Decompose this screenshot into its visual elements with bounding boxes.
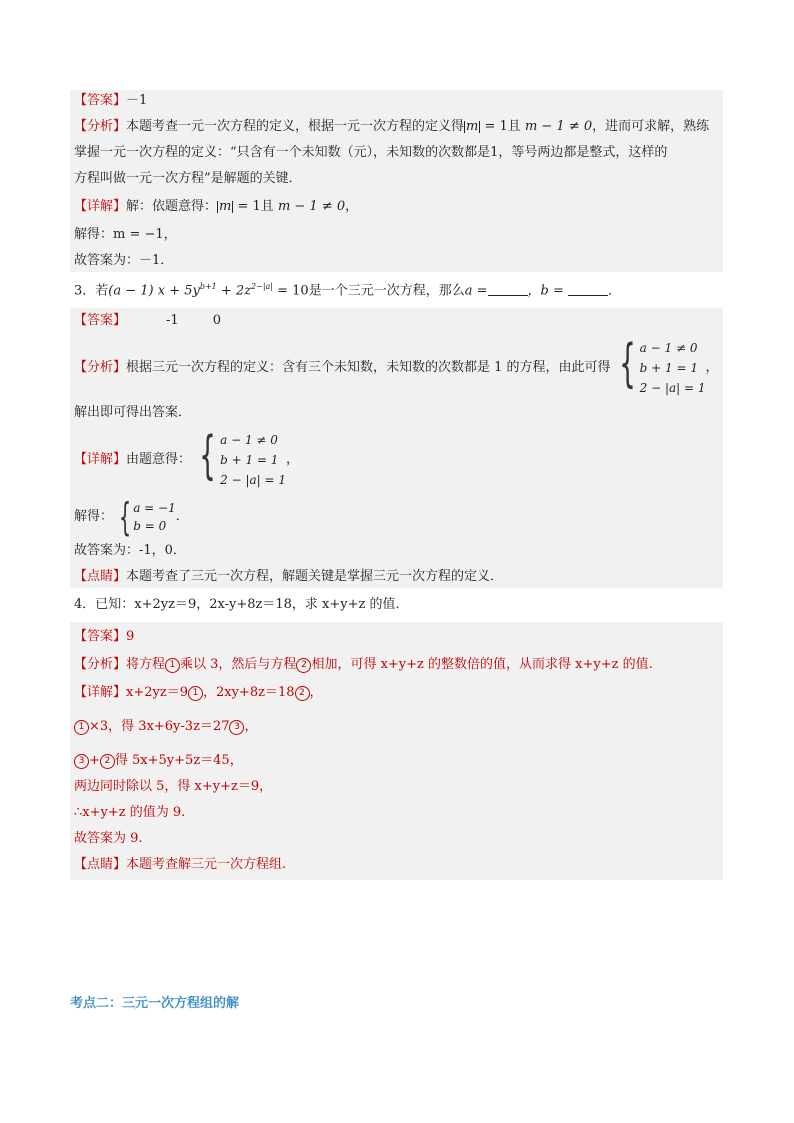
answer-value: －1: [126, 93, 148, 108]
analysis-tag: 【分析】: [74, 119, 127, 134]
punct: ，: [244, 719, 258, 735]
equation-system: [611, 334, 706, 398]
section-heading: 考点二：三元一次方程组的解: [70, 996, 240, 1011]
analysis-line-3: [70, 164, 723, 190]
analysis-line-1: [70, 332, 723, 400]
solve-line: [70, 218, 723, 246]
detail-tag: 【详解】: [74, 199, 127, 214]
system-row: 2 − |a| = 1: [220, 473, 287, 488]
answer-line: [70, 308, 723, 332]
eq-text: = 1且: [484, 119, 521, 134]
final-text: 故答案为：－1．: [74, 253, 174, 268]
solve-text: 解得：m = −1，: [74, 227, 177, 242]
page-content: [70, 90, 723, 880]
final-line: [70, 538, 723, 562]
analysis-text: 将方程: [126, 657, 166, 673]
plus-sign: +: [89, 753, 100, 769]
step-line-1: [70, 704, 723, 738]
brace-symbol: {: [618, 334, 636, 395]
circled-two-icon: 2: [100, 754, 115, 769]
analysis-text: 根据三元一次方程的定义：含有三个未知数，未知数的次数都是 1 的方程，由此可得: [126, 360, 611, 376]
note-tag: 【点睛】: [74, 569, 127, 585]
detail-text: 由题意得：: [126, 452, 192, 468]
answer-block-2: [70, 90, 723, 272]
equation: (a − 1) x + 5y: [108, 283, 200, 299]
analysis-tag: 【分析】: [74, 360, 127, 376]
b-label: ，b =: [527, 283, 564, 299]
detail-eq-1: x+2yz＝9: [126, 685, 188, 701]
punct: ，: [705, 360, 719, 376]
step-line-3: [70, 772, 723, 798]
final-text: 故答案为 9.: [74, 831, 143, 847]
punct: ，: [309, 685, 323, 701]
question-text: 4．已知：x+2yz＝9，2x-y+8z＝18，求 x+y+z 的值．: [74, 597, 409, 613]
detail-eq-2: ，2xy+8z＝18: [202, 685, 295, 701]
analysis-text-2: ，进而可求解，熟练: [592, 119, 710, 134]
condition: m − 1 ≠ 0: [277, 199, 346, 214]
note-line: [70, 562, 723, 588]
final-line: [70, 824, 723, 850]
blank-a[interactable]: [488, 283, 528, 296]
punct: ，: [286, 452, 300, 468]
step-line-4: [70, 798, 723, 824]
solve-text: 解得：: [74, 509, 114, 525]
step-text: 得 5x+5y+5z＝45，: [114, 753, 243, 769]
analysis-text-4: 方程叫做一元一次方程”是解题的关键．: [74, 171, 302, 186]
detail-tag: 【详解】: [74, 452, 127, 468]
answer-tag: 【答案】: [74, 313, 127, 329]
circled-one-icon: 1: [165, 658, 180, 673]
final-text: 故答案为：-1，0．: [74, 543, 186, 559]
analysis-line: [70, 648, 723, 676]
detail-text: 解：依题意得：: [126, 199, 218, 214]
note-line: [70, 850, 723, 880]
circled-two-icon: 2: [296, 658, 311, 673]
question-3: [70, 272, 723, 304]
analysis-text-3: 相加，可得 x+y+z 的整数倍的值，从而求得 x+y+z 的值.: [311, 657, 653, 673]
system-row: a = −1: [133, 501, 176, 516]
answer-value-b: 0: [212, 313, 221, 329]
analysis-line-2: [70, 400, 723, 424]
abs-m: m: [219, 199, 232, 214]
note-text: 本题考查解三元一次方程组.: [126, 857, 287, 873]
step-text: ∴x+y+z 的值为 9.: [74, 805, 186, 821]
answer-tag: 【答案】: [74, 629, 127, 645]
question-text: 是一个三元一次方程，那么: [308, 283, 465, 299]
step-line-2: [70, 738, 723, 772]
analysis-line-2: [70, 138, 723, 164]
abs-m: m: [466, 119, 479, 134]
condition: m − 1 ≠ 0: [524, 119, 593, 134]
analysis-line-1: [70, 112, 723, 138]
system-row: b + 1 = 1: [220, 453, 279, 468]
detail-tag: 【详解】: [74, 685, 127, 701]
analysis-tag: 【分析】: [74, 657, 127, 673]
system-row: 2 − |a| = 1: [639, 381, 706, 396]
note-tag: 【点睛】: [74, 857, 127, 873]
circled-one-icon: 1: [188, 686, 203, 701]
analysis-text-2: 解出即可得出答案．: [74, 405, 192, 421]
exponent-2: 2−|a|: [251, 282, 273, 291]
question-4: [70, 588, 723, 622]
punct: ．: [175, 509, 189, 525]
brace-symbol: {: [119, 495, 132, 540]
system-row: b + 1 = 1: [639, 361, 698, 376]
system-row: a − 1 ≠ 0: [220, 433, 278, 448]
punct: ，: [345, 199, 359, 214]
answer-value: 9: [126, 629, 135, 645]
step-text: 两边同时除以 5，得 x+y+z＝9，: [74, 779, 273, 795]
note-text: 本题考查了三元一次方程，解题关键是掌握三元一次方程的定义．: [126, 569, 504, 585]
a-label: a =: [464, 283, 488, 299]
eq-text: = 1且: [237, 199, 274, 214]
step-text: ×3，得 3x+6y-3z＝27: [89, 719, 230, 735]
analysis-text: 本题考查一元一次方程的定义，根据一元一次方程的定义得: [126, 119, 465, 134]
analysis-text-2: 乘以 3，然后与方程: [180, 657, 297, 673]
solve-line: [70, 492, 723, 538]
exponent-1: b+1: [199, 282, 217, 291]
question-number: 3．若: [74, 283, 109, 299]
blank-b[interactable]: [568, 283, 608, 296]
system-row: a − 1 ≠ 0: [639, 341, 698, 356]
punct: ．: [608, 283, 622, 299]
solution-system: [113, 495, 176, 540]
answer-line: [70, 622, 723, 648]
answer-line: [70, 90, 723, 112]
detail-line: [70, 424, 723, 492]
circled-one-icon: 1: [74, 720, 89, 735]
brace-symbol: {: [199, 426, 216, 487]
analysis-text-3: 掌握一元一次方程的定义：“只含有一个未知数（元），未知数的次数都是1，等号两边都是整式，这样的: [74, 145, 668, 160]
answer-tag: 【答案】: [74, 93, 127, 108]
equation-end: = 10: [273, 283, 309, 299]
equation-mid: + 2z: [216, 283, 252, 299]
answer-value-a: -1: [166, 313, 179, 329]
equation-system: [191, 426, 287, 490]
answer-block-4: [70, 622, 723, 880]
final-line: [70, 246, 723, 272]
detail-line: [70, 676, 723, 704]
detail-line: [70, 190, 723, 218]
circled-three-icon: 3: [74, 754, 89, 769]
circled-three-icon: 3: [229, 720, 244, 735]
circled-two-icon: 2: [295, 686, 310, 701]
system-row: b = 0: [133, 519, 167, 534]
answer-block-3: [70, 308, 723, 588]
